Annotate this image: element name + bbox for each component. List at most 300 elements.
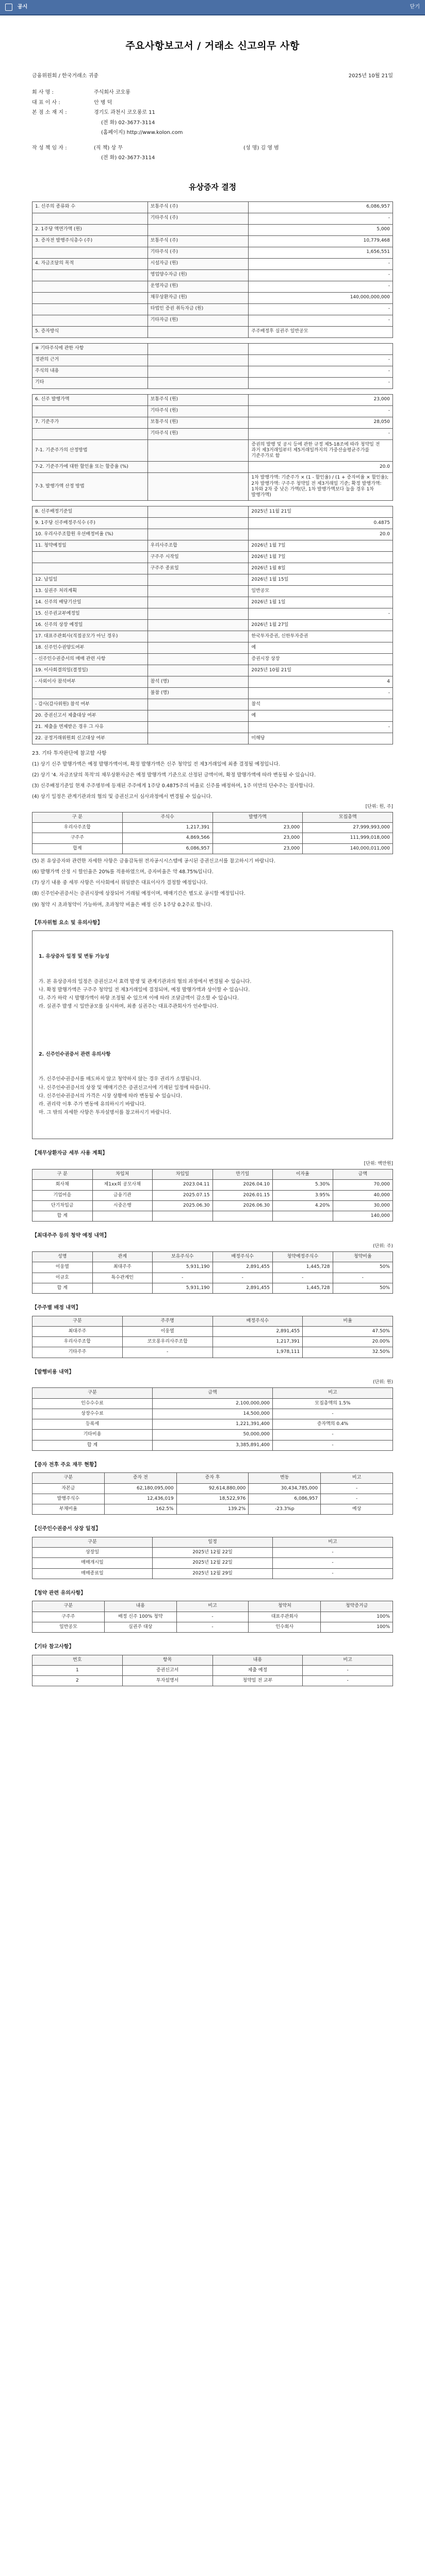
table-cell: - bbox=[122, 1347, 213, 1358]
table-cell: 2026.04.10 bbox=[213, 1180, 273, 1190]
table-row bbox=[32, 1440, 393, 1450]
column-header: 보유주식수 bbox=[153, 1252, 213, 1262]
table-cell: 1,217,391 bbox=[213, 1337, 303, 1347]
row-sublabel bbox=[148, 699, 249, 710]
table-row bbox=[32, 1558, 393, 1568]
purpose-head: 【채무상환자금 세부 사용 계획】 bbox=[32, 1150, 108, 1157]
table-row bbox=[32, 710, 393, 722]
table-row bbox=[32, 823, 393, 833]
row-sublabel bbox=[148, 597, 249, 608]
table-cell: 제1xx회 공모사채 bbox=[92, 1180, 153, 1190]
table-cell: 부채비율 bbox=[32, 1504, 105, 1515]
row-sublabel: 기타주식 (원) bbox=[148, 405, 249, 417]
table-cell: 1,445,728 bbox=[273, 1262, 333, 1273]
row-label bbox=[32, 247, 148, 258]
table-cell: 시중은행 bbox=[92, 1200, 153, 1211]
ceo-name: 안 병 덕 bbox=[94, 99, 112, 106]
row-value: 2026년 1월 1일 bbox=[249, 597, 393, 608]
close-button[interactable]: 닫기 bbox=[410, 4, 420, 10]
table-cell: 2025.07.15 bbox=[153, 1190, 213, 1200]
table-row bbox=[32, 213, 393, 224]
table-row bbox=[32, 540, 393, 552]
table-cell: 47.50% bbox=[303, 1326, 393, 1336]
tbl3-table bbox=[32, 1316, 393, 1358]
row-value: - bbox=[249, 213, 393, 224]
price-table bbox=[32, 394, 393, 501]
table-cell: 40,000 bbox=[333, 1190, 393, 1200]
row-label: 7-1. 기준주가의 산정방법 bbox=[32, 439, 148, 462]
table-row bbox=[32, 642, 393, 654]
row-value: 6,086,957 bbox=[249, 201, 393, 213]
alloc-shares: 6,086,957 bbox=[122, 843, 213, 854]
row-sublabel: 시설자금 (원) bbox=[148, 258, 249, 269]
column-header: 금액 bbox=[153, 1388, 273, 1398]
table-row bbox=[32, 292, 393, 303]
table-cell: 발행주식수 bbox=[32, 1494, 105, 1504]
row-sublabel bbox=[148, 574, 249, 586]
row-value: 28,050 bbox=[249, 417, 393, 428]
table-cell: 20.00% bbox=[303, 1337, 393, 1347]
toolbar-label: 공시 bbox=[18, 4, 28, 10]
table-cell bbox=[213, 1211, 273, 1222]
table-row bbox=[32, 343, 393, 354]
row-label bbox=[32, 292, 148, 303]
table-cell: 이웅열 bbox=[32, 1262, 93, 1273]
row-value: 예 bbox=[249, 642, 393, 654]
row-value: 한국투자증권, 신한투자증권 bbox=[249, 631, 393, 642]
table-cell: 2025.06.30 bbox=[153, 1200, 213, 1211]
company-label: 회 사 명 : bbox=[32, 90, 54, 96]
address-row bbox=[32, 110, 393, 116]
table-row bbox=[32, 665, 393, 676]
row-sublabel bbox=[148, 354, 249, 366]
alloc-price: 23,000 bbox=[213, 843, 303, 854]
table-row bbox=[32, 518, 393, 529]
row-value: - bbox=[249, 258, 393, 269]
row-value: 참석 bbox=[249, 699, 393, 710]
table-cell: - bbox=[273, 1558, 393, 1568]
row-sublabel bbox=[148, 733, 249, 744]
column-header: 비고 bbox=[273, 1537, 393, 1547]
column-header: 변동 bbox=[249, 1473, 321, 1483]
table-row bbox=[32, 1283, 393, 1293]
row-label: 3. 증자전 발행주식총수 (주) bbox=[32, 235, 148, 247]
table-row bbox=[32, 722, 393, 733]
row-label: 22. 공정거래위원회 신고대상 여부 bbox=[32, 733, 148, 744]
row-label: 7-2. 기준주가에 대한 할인율 또는 할증율 (%) bbox=[32, 462, 148, 473]
column-header: 만기일 bbox=[213, 1170, 273, 1180]
row-sublabel bbox=[148, 642, 249, 654]
note-3: (3) 신주배정기준일 현재 주주명부에 등재된 주주에게 1주당 0.4875주의 비율로 신주를 배정하며, 1주 미만의 단수주는 절사합니다. bbox=[32, 783, 315, 789]
tbl3-head: 【주주별 배정 내역】 bbox=[32, 1305, 81, 1311]
row-sublabel: 기타자금 (원) bbox=[148, 315, 249, 326]
note-4: (4) 상기 일정은 관계기관과의 협의 및 증권신고서 심사과정에서 변경될 수 있습니다. bbox=[32, 794, 213, 800]
table-cell: 구주주 bbox=[32, 1612, 105, 1622]
row-label: 17. 대표주관회사(직접공모가 아닌 경우) bbox=[32, 631, 148, 642]
table-cell: - bbox=[303, 1676, 393, 1686]
schedule-table bbox=[32, 506, 393, 744]
table-cell: - bbox=[321, 1483, 393, 1494]
column-header: 청약처 bbox=[249, 1601, 321, 1612]
table-cell: 2025년 12월 22일 bbox=[153, 1558, 273, 1568]
table-cell: - bbox=[176, 1612, 249, 1622]
row-sublabel: 채무상환자금 (원) bbox=[148, 292, 249, 303]
row-value: 0.4875 bbox=[249, 518, 393, 529]
table-cell: 1,978,111 bbox=[213, 1347, 303, 1358]
table-cell: 50% bbox=[333, 1283, 393, 1293]
row-sublabel: 보통주식 (주) bbox=[148, 235, 249, 247]
submit-line bbox=[32, 73, 393, 80]
table-row bbox=[32, 201, 393, 213]
row-label: 21. 제출을 면제받은 경우 그 사유 bbox=[32, 722, 148, 733]
table-row bbox=[32, 688, 393, 699]
row-value: - bbox=[249, 366, 393, 377]
row-label bbox=[32, 688, 148, 699]
table-cell: 2025년 12월 22일 bbox=[153, 1548, 273, 1558]
column-header: 증자 후 bbox=[176, 1473, 249, 1483]
row-label: 13. 실권주 처리계획 bbox=[32, 586, 148, 597]
table-row bbox=[32, 843, 393, 854]
row-value: - bbox=[249, 281, 393, 292]
row-sublabel bbox=[148, 722, 249, 733]
purpose-caption: [단위: 백만원] bbox=[364, 1161, 393, 1166]
mid-text-5: (9) 청약 시 초과청약이 가능하며, 초과청약 비율은 배정 신주 1주당 0.2주로 합니다. bbox=[32, 902, 213, 908]
alloc-shares: 4,869,566 bbox=[122, 833, 213, 843]
table-row bbox=[32, 1398, 393, 1409]
table-cell: 투자설명서 bbox=[122, 1676, 213, 1686]
table-cell: 청약일 전 교부 bbox=[213, 1676, 303, 1686]
table-row bbox=[32, 1430, 393, 1440]
row-sublabel: 우리사주조합 bbox=[148, 540, 249, 552]
row-label: 기타 bbox=[32, 377, 148, 388]
row-sublabel: 참석 (명) bbox=[148, 676, 249, 688]
table-cell: 4.20% bbox=[273, 1200, 333, 1211]
row-value: 2025년 11월 21일 bbox=[249, 506, 393, 518]
row-label: 7-3. 발행가액 산정 방법 bbox=[32, 473, 148, 501]
alloc-col-1: 구 분 bbox=[32, 812, 123, 822]
row-label bbox=[32, 213, 148, 224]
alloc-category: 합계 bbox=[32, 843, 123, 854]
table-row bbox=[32, 1273, 393, 1283]
row-sublabel bbox=[148, 326, 249, 337]
table-row bbox=[32, 354, 393, 366]
table-cell: 매매종료일 bbox=[32, 1568, 153, 1579]
row-value: 2026년 1월 7일 bbox=[249, 552, 393, 563]
row-sublabel bbox=[148, 439, 249, 462]
table-cell: - bbox=[273, 1440, 393, 1450]
table-cell: 상장일 bbox=[32, 1548, 153, 1558]
table-cell: 140,000 bbox=[333, 1211, 393, 1222]
row-value: - bbox=[249, 688, 393, 699]
row-value: - bbox=[249, 354, 393, 366]
row-label: 5. 증자방식 bbox=[32, 326, 148, 337]
table-cell: - bbox=[273, 1409, 393, 1419]
table-row bbox=[32, 281, 393, 292]
ceo-label: 대 표 이 사 : bbox=[32, 99, 60, 106]
table-cell: 합 계 bbox=[32, 1283, 93, 1293]
table-cell: 100% bbox=[321, 1622, 393, 1632]
tbl8-head: 【기타 참고사항】 bbox=[32, 1644, 74, 1650]
row-sublabel bbox=[148, 462, 249, 473]
table-cell: 2,891,455 bbox=[213, 1283, 273, 1293]
tbl8-table bbox=[32, 1655, 393, 1687]
row-sublabel bbox=[148, 586, 249, 597]
risk-box-2-head: 2. 신주인수권증서 관련 유의사항 bbox=[39, 1052, 111, 1058]
row-sublabel bbox=[148, 366, 249, 377]
row-sublabel bbox=[148, 473, 249, 501]
table-row bbox=[32, 1180, 393, 1190]
table-cell: 14,500,000 bbox=[153, 1409, 273, 1419]
table-row bbox=[32, 1504, 393, 1515]
row-label: 14. 신주의 배당기산일 bbox=[32, 597, 148, 608]
alloc-category: 우리사주조합 bbox=[32, 823, 123, 833]
column-header: 성명 bbox=[32, 1252, 93, 1262]
row-value: - bbox=[249, 608, 393, 620]
company-contact bbox=[32, 120, 393, 127]
row-sublabel: 불참 (명) bbox=[148, 688, 249, 699]
table-row bbox=[32, 608, 393, 620]
column-header: 관계 bbox=[92, 1252, 153, 1262]
table-row bbox=[32, 1612, 393, 1622]
address-value: 경기도 과천시 코오롱로 11 bbox=[94, 110, 155, 116]
risk-box-2-body: 가. 신주인수권증서를 매도하지 않고 청약하지 않는 경우 권리가 소멸됩니다. 나. 신주인수권증서의 상장 및 매매기간은 증권신고서에 기재된 일정에 따릅니다. 다. 신주인수권증서의 가격은 시장 상황에 따라 변동될 수 있습니다. 라. 권리락 이후 주가 변동에 유의하시기 바랍니다. 마. 그 밖의 자세한 사항은 투자설명서를 참고하시기 바랍니다. bbox=[39, 1076, 211, 1115]
table-row bbox=[32, 1483, 393, 1494]
ceo-row bbox=[32, 100, 393, 107]
row-sublabel: 구주주 종료일 bbox=[148, 563, 249, 574]
row-label: 6. 신주 발행가액 bbox=[32, 394, 148, 405]
tbl7-head: 【청약 관련 유의사항】 bbox=[32, 1590, 86, 1596]
row-value: - bbox=[249, 722, 393, 733]
row-sublabel: 보통주식 (주) bbox=[148, 201, 249, 213]
table-row bbox=[32, 733, 393, 744]
purpose-table bbox=[32, 1169, 393, 1222]
column-header: 배정주식수 bbox=[213, 1316, 303, 1326]
table-cell: 합 계 bbox=[32, 1440, 153, 1450]
table-row bbox=[32, 235, 393, 247]
holder-caption: (단위: 주) bbox=[373, 1243, 393, 1249]
alloc-col-3: 발행가액 bbox=[213, 812, 303, 822]
row-label bbox=[32, 405, 148, 417]
table-row bbox=[32, 529, 393, 540]
row-label bbox=[32, 269, 148, 281]
table-row bbox=[32, 303, 393, 315]
row-value: - bbox=[249, 377, 393, 388]
table-cell: 예상 bbox=[321, 1504, 393, 1515]
column-header: 항목 bbox=[122, 1655, 213, 1665]
row-value: 일반공모 bbox=[249, 586, 393, 597]
row-value bbox=[249, 343, 393, 354]
table-cell: 12,436,019 bbox=[104, 1494, 176, 1504]
row-label bbox=[32, 281, 148, 292]
submit-date: 2025년 10월 21일 bbox=[348, 73, 393, 79]
row-label: 11. 청약예정일 bbox=[32, 540, 148, 552]
row-sublabel: 영업양수자금 (원) bbox=[148, 269, 249, 281]
row-sublabel bbox=[148, 377, 249, 388]
holder-head: 【최대주주 등의 청약 예정 내역】 bbox=[32, 1233, 109, 1239]
row-value: 5,000 bbox=[249, 224, 393, 235]
table-row bbox=[32, 1622, 393, 1632]
alloc-col-2: 주식수 bbox=[122, 812, 213, 822]
table-row bbox=[32, 1337, 393, 1347]
tbl4-head: 【발행비용 내역】 bbox=[32, 1369, 74, 1375]
table-row bbox=[32, 315, 393, 326]
table-cell: - bbox=[153, 1273, 213, 1283]
table-cell: 인수수수료 bbox=[32, 1398, 153, 1409]
row-value: 증권시장 상장 bbox=[249, 654, 393, 665]
column-header: 증자 전 bbox=[104, 1473, 176, 1483]
row-value: 미해당 bbox=[249, 733, 393, 744]
table-row bbox=[32, 1676, 393, 1686]
row-value: 2025년 10월 21일 bbox=[249, 665, 393, 676]
table-cell: 2,891,455 bbox=[213, 1262, 273, 1273]
row-sublabel bbox=[148, 608, 249, 620]
column-header: 이자율 bbox=[273, 1170, 333, 1180]
company-row bbox=[32, 90, 393, 96]
row-label: 16. 신주의 상장 예정일 bbox=[32, 620, 148, 631]
row-value: 2026년 1월 27일 bbox=[249, 620, 393, 631]
row-sublabel bbox=[148, 529, 249, 540]
row-sublabel: 구주주 시작일 bbox=[148, 552, 249, 563]
table-cell: - bbox=[176, 1622, 249, 1632]
table-cell: 합 계 bbox=[32, 1211, 93, 1222]
row-sublabel bbox=[148, 506, 249, 518]
table-row bbox=[32, 326, 393, 337]
row-label: 9. 1주당 신주배정주식수 (주) bbox=[32, 518, 148, 529]
company-tel: (전 화) 02-3677-3114 bbox=[101, 120, 155, 126]
column-header: 차입처 bbox=[92, 1170, 153, 1180]
table-row bbox=[32, 1419, 393, 1430]
row-label: 주식의 내용 bbox=[32, 366, 148, 377]
table-row bbox=[32, 258, 393, 269]
table-row bbox=[32, 1326, 393, 1336]
row-value: - bbox=[249, 303, 393, 315]
submit-to: 금융위원회 / 한국거래소 귀중 bbox=[32, 73, 99, 79]
alloc-total: 27,999,993,000 bbox=[303, 823, 393, 833]
table-row bbox=[32, 574, 393, 586]
table-cell: 자본금 bbox=[32, 1483, 105, 1494]
row-label bbox=[32, 428, 148, 439]
column-header: 구분 bbox=[32, 1388, 153, 1398]
table-cell: 2026.06.30 bbox=[213, 1200, 273, 1211]
row-sublabel bbox=[148, 224, 249, 235]
allocation-table bbox=[32, 812, 393, 854]
row-value: 20.0 bbox=[249, 462, 393, 473]
mid-text-2: (6) 발행가액 산정 시 할인율은 20%를 적용하였으며, 증자비율은 약 48.75%입니다. bbox=[32, 869, 214, 875]
mid-text-3: (7) 상기 내용 중 세부 사항은 이사회에서 위임받은 대표이사가 결정할 예정입니다. bbox=[32, 880, 208, 886]
table-row bbox=[32, 676, 393, 688]
extra-notes-head: 23. 기타 투자판단에 참고할 사항 bbox=[32, 751, 107, 757]
row-label: 10. 우리사주조합원 우선배정비율 (%) bbox=[32, 529, 148, 540]
row-value: 20.0 bbox=[249, 529, 393, 540]
note-2: (2) 상기 '4. 자금조달의 목적'의 채무상환자금은 예정 발행가액 기준으로 산정된 금액이며, 확정 발행가액에 따라 변동될 수 있습니다. bbox=[32, 772, 316, 778]
company-web[interactable]: (홈페이지) http://www.kolon.com bbox=[101, 130, 183, 136]
risk-box bbox=[32, 930, 393, 1139]
table-row bbox=[32, 586, 393, 597]
risk-box-1-body: 가. 본 유상증자의 일정은 증권신고서 효력 발생 및 관계기관과의 협의 과정에서 변경될 수 있습니다. 나. 확정 발행가액은 구주주 청약일 전 제3거래일에 결정되며, 예정 발행가액과 상이할 수 있습니다. 다. 주가 하락 시 발행가액이 하향 조정될 수 있으며 이에 따라 조달금액이 감소할 수 있습니다. 라. 실권주 발생 시 일반공모를 실시하며, 최종 실권주는 대표주관회사가 인수합니다. bbox=[39, 978, 252, 1010]
table-cell: 등록세 bbox=[32, 1419, 153, 1430]
alloc-category: 구주주 bbox=[32, 833, 123, 843]
alloc-total: 140,000,011,000 bbox=[303, 843, 393, 854]
table-row bbox=[32, 417, 393, 428]
table-row bbox=[32, 833, 393, 843]
table-row bbox=[32, 597, 393, 608]
table-cell: 대표주관회사 bbox=[249, 1612, 321, 1622]
table-row bbox=[32, 366, 393, 377]
row-label: - 사외이사 참석여부 bbox=[32, 676, 148, 688]
table-row bbox=[32, 699, 393, 710]
table-cell: 인수회사 bbox=[249, 1622, 321, 1632]
table-row bbox=[32, 405, 393, 417]
column-header: 청약예정주식수 bbox=[273, 1252, 333, 1262]
table-cell: 단기차입금 bbox=[32, 1200, 93, 1211]
table-cell: 139.2% bbox=[176, 1504, 249, 1515]
row-value: - bbox=[249, 428, 393, 439]
table-cell: 특수관계인 bbox=[92, 1273, 153, 1283]
company-name: 주식회사 코오롱 bbox=[94, 90, 130, 96]
table-cell: 기업어음 bbox=[32, 1190, 93, 1200]
alloc-caption: [단위: 원, 주] bbox=[365, 804, 393, 809]
row-sublabel bbox=[148, 710, 249, 722]
table-row bbox=[32, 247, 393, 258]
table-cell: - bbox=[213, 1273, 273, 1283]
table-cell: 6,086,957 bbox=[249, 1494, 321, 1504]
author-name: (성 명) 김 영 범 bbox=[243, 145, 279, 151]
company-web-row bbox=[32, 130, 393, 137]
row-sublabel: 타법인 증권 취득자금 (원) bbox=[148, 303, 249, 315]
table-cell: 이웅열 bbox=[122, 1326, 213, 1336]
table-cell: 5,931,190 bbox=[153, 1283, 213, 1293]
table-cell: -23.3%p bbox=[249, 1504, 321, 1515]
column-header: 배정주식수 bbox=[213, 1252, 273, 1262]
special-table bbox=[32, 343, 393, 389]
row-value: 주주배정후 실권주 일반공모 bbox=[249, 326, 393, 337]
table-cell: 92,614,880,000 bbox=[176, 1483, 249, 1494]
main-table bbox=[32, 201, 393, 338]
table-row bbox=[32, 1409, 393, 1419]
table-cell: 2023.04.11 bbox=[153, 1180, 213, 1190]
table-cell: 회사채 bbox=[32, 1180, 93, 1190]
table-cell: - bbox=[273, 1568, 393, 1579]
table-row bbox=[32, 563, 393, 574]
row-label: - 신주인수권증서의 매매 관련 사항 bbox=[32, 654, 148, 665]
row-label: 20. 증권신고서 제출대상 여부 bbox=[32, 710, 148, 722]
tbl6-head: 【신주인수권증서 상장 일정】 bbox=[32, 1526, 101, 1532]
row-value: 2026년 1월 8일 bbox=[249, 563, 393, 574]
row-label bbox=[32, 315, 148, 326]
column-header: 번호 bbox=[32, 1655, 123, 1665]
table-row bbox=[32, 654, 393, 665]
table-row bbox=[32, 506, 393, 518]
column-header: 비고 bbox=[321, 1473, 393, 1483]
table-cell: 기타주주 bbox=[32, 1347, 123, 1358]
table-cell: - bbox=[273, 1430, 393, 1440]
column-header: 비고 bbox=[273, 1388, 393, 1398]
row-sublabel bbox=[148, 665, 249, 676]
table-cell: 1,445,728 bbox=[273, 1283, 333, 1293]
table-cell: 2,100,000,000 bbox=[153, 1398, 273, 1409]
address-label: 본 점 소 재 지 : bbox=[32, 110, 67, 116]
column-header: 일정 bbox=[153, 1537, 273, 1547]
table-cell: - bbox=[273, 1273, 333, 1283]
table-cell: 50,000,000 bbox=[153, 1430, 273, 1440]
holder-table bbox=[32, 1251, 393, 1294]
row-sublabel: 보통주식 (원) bbox=[148, 417, 249, 428]
tbl6-table bbox=[32, 1537, 393, 1579]
document-body bbox=[0, 15, 425, 1686]
row-label bbox=[32, 303, 148, 315]
alloc-total: 111,999,018,000 bbox=[303, 833, 393, 843]
row-sublabel: 보통주식 (원) bbox=[148, 394, 249, 405]
